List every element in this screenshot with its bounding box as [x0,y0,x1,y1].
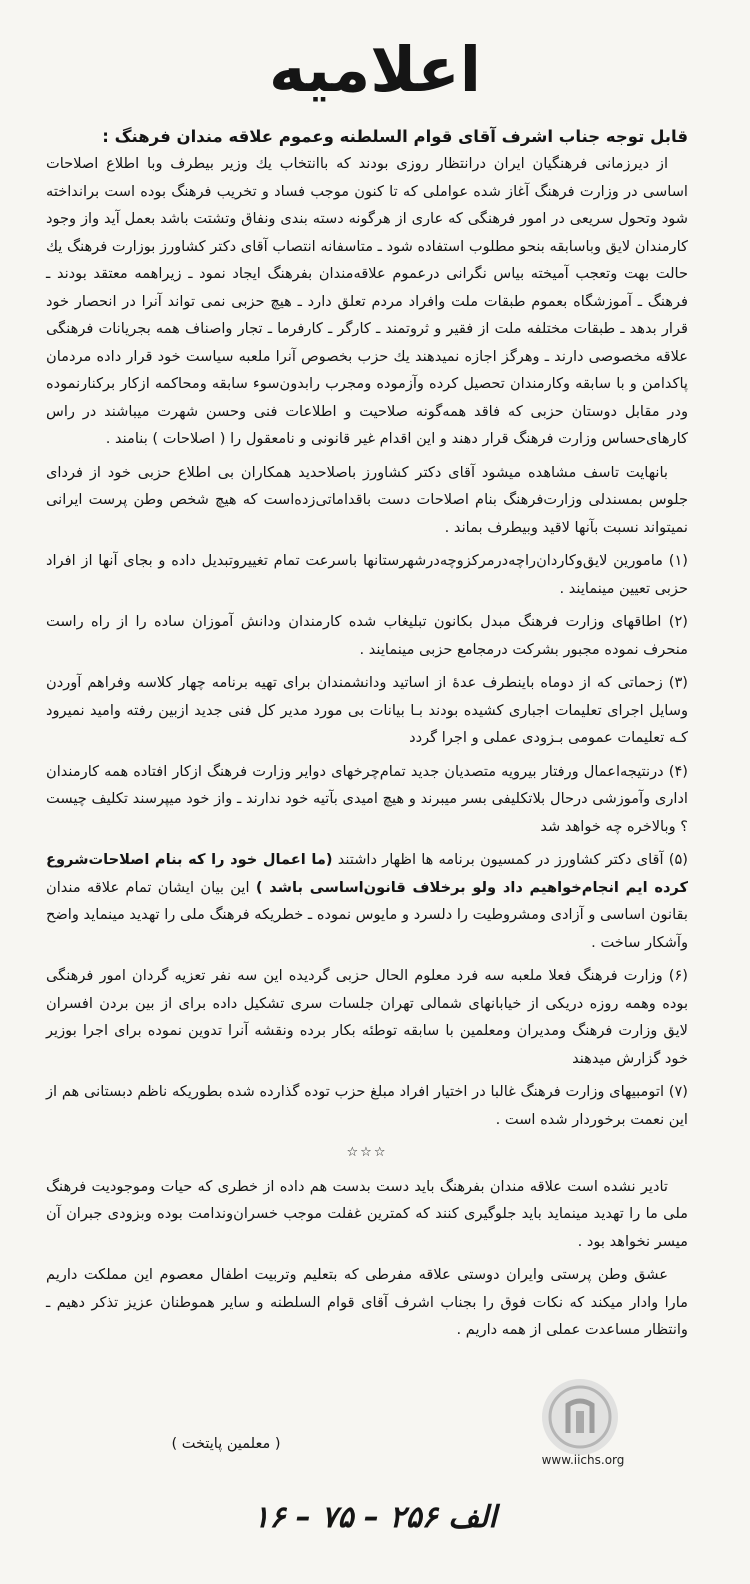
list-item-6: (۶) وزارت فرهنگ فعلا ملعبه سه فرد معلوم الحال حزبی گردیده این سه نفر تعزیه گردان امور فرهنگی بوده وهمه روزه دریکی از خیابانهای شمالی تهران جلسات سری تشکیل داده برای از بین بردن افسران لایق وزارت فرهنگ ومدیران ومعلمین با سابقه توطئه بکار برده ونقشه آنرا تدوین نموده برای اجرا بوزیر خود گزارش میدهند [46,967,688,1067]
list-item-5 [46,846,688,956]
list-item-3: (۳) زحماتی که از دوماه باینطرف عدهٔ از اساتید ودانشمندان برای تهیه برنامه چهار کلاسه وفراهم آوردن وسایل اجرای تعلیمات اجباری کشیده بودند بـا بیانات بی مورد مدیر کل فنی جدید ازبین رفته وامید نمیرود کـه تعلیمات عمومی بـزودی عملی و اجرا گردد [46,674,688,746]
address-line: قابل توجه جناب اشرف آقای قوام السلطنه وعموم علاقه مندان فرهنگ : [102,127,688,146]
separator-stars: ☆☆☆ [346,1145,388,1160]
closing-paragraph-1: تادیر نشده است علاقه مندان بفرهنگ باید دست بدست هم داده از خطری که حیات وموجودیت فرهنگ ملی ما را تهدید مینماید باید جلوگیری کنند که کمترین غفلت موجب خسران‌وندامت بوده وبزودی جبران آن میسر نخواهد بود . [46,1177,688,1250]
iichs-logo-watermark [538,1375,622,1459]
item5-text-after: این بیان ایشان تمام علاقه مندان بقانون اساسی و آزادی ومشروطیت را دلسرد و مایوس نموده ـ خطریکه فرهنگ ملی را تهدید مینماید واضح وآشکار ساخت . [46,878,688,951]
intro-paragraph: از دیرزمانی فرهنگیان ایران درانتظار روزی بودند که باانتخاب یك وزیر بیطرف وبا اطلاع اصلاحات اساسی در وزارت فرهنگ آغاز شده عواملی که تا کنون موجب فساد و تخریب فرهنگ بوده است برانداخته شود وتحول سریعی در امور فرهنگی که عاری از هرگونه دسته بندی ونفاق وتشتت باشد بعمل آید واز وجود کارمندان لایق وباسابقه بنحو مطلوب استفاده شود ـ متاسفانه انتصاب آقای دکتر کشاورز بوزارت فرهنگ یك حالت بهت وتعجب آمیخته بیاس نگرانی درعموم علاقه‌مندان بفرهنگ ایجاد نمود ـ زیراهمه معتقد بودند ـ فرهنگ ـ آموزشگاه بعموم طبقات ملت وافراد مردم تعلق دارد ـ هیچ حزبی نمی تواند آنرا در انحصار خود قرار بدهد ـ طبقات مختلفه ملت از فقیر و ثروتمند ـ کارگر ـ کارفرما ـ تجار واصناف همه بجریانات فرهنگی علاقه مخصوصی دارند ـ وهرگز اجازه نمیدهند یك حزب بخصوص آنرا ملعبه سیاست خود قرار داده مردمان پاکدامن و با سابقه وکارمندان تحصیل کرده وآزموده ومجرب رابدون‌سوء سابقه ومحاکمه ازکار برکنارنموده ودر مقابل دوستان حزبی که فاقد همه‌گونه صلاحیت و اطلاعات فنی وحسن شهرت میباشند در راس کارهای‌حساس وزارت فرهنگ قرار دهند و این اقدام غیر قانونی و نامعقول را ( اصلاحات ) بنامند . [46,155,688,447]
document-body [46,150,688,1350]
regret-paragraph: بانهایت تاسف مشاهده میشود آقای دکتر کشاورز باصلاحدید همکاران بی اطلاع حزبی خود از فردای جلوس بمسندلی وزارت‌فرهنگ بنام اصلاحات دست باقداماتی‌زده‌است که هیچ شخص وطن پرست ایرانی نمیتواند نسبت بآنها لاقید وبیطرف بماند . [46,463,688,536]
list-item-7: (۷) اتومبیهای وزارت فرهنگ غالبا در اختیار افراد مبلغ حزب توده گذارده شده بطوریکه ناظم دبستانی هم از این نعمت برخوردار شده است . [46,1083,688,1128]
list-item-2: (۲) اطاقهای وزارت فرهنگ مبدل بکانون تبلیغاب شده کارمندان ودانش آموزان ساده را از راه راست منحرف نموده مجبور بشرکت درمجامع حزبی مینمایند . [46,613,688,658]
list-item-4: (۴) درنتیجه‌اعمال ورفتار بیرویه متصدیان جدید تمام‌چرخهای دوایر وزارت فرهنگ ازکار افتاده همه کارمندان اداری وآموزشی درحال بلاتکلیفی بسر میبرند و هیچ امیدی بآتیه خود ندارند ـ واز خود میپرسند تکلیف چیست ؟ وبالاخره چه خواهد شد [46,762,688,835]
item5-text-before: (۵) آقای دکتر کشاورز در کمسیون برنامه ها اظهار داشتند [337,851,688,868]
archive-number: ۱۶ – ۷۵ – ۲۵۶ الف [253,1500,497,1535]
iichs-logo-icon [538,1375,622,1459]
list-item-1: (۱) مامورین لایق‌وکاردان‌راچه‌درمرکزوچه‌درشهرستانها باسرعت تمام تغییروتبدیل داده و بجای آنها از افراد حزبی تعیین مینمایند . [46,552,688,597]
signature: ( معلمین پایتخت ) [171,1436,281,1452]
document-title: اعلامیه [269,33,481,106]
closing-paragraph-2: عشق وطن پرستی وایران دوستی علاقه مفرطی که بتعلیم وتربیت اطفال معصوم این مملکت داریم مارا وادار میکند که نکات فوق را بجناب اشرف آقای قوام السلطنه و سایر هموطنان عزیز تذکر دهیم ـ وانتظار مساعدت عملی از همه داریم . [46,1266,688,1338]
item5-bold-quote: (ما اعمال خود را که بنام اصلاحات‌شروع کرده ایم انجام‌خواهیم داد ولو برخلاف قانون‌اساسی باشد ) [46,851,689,896]
watermark-url: www.iichs.org [541,1453,625,1467]
